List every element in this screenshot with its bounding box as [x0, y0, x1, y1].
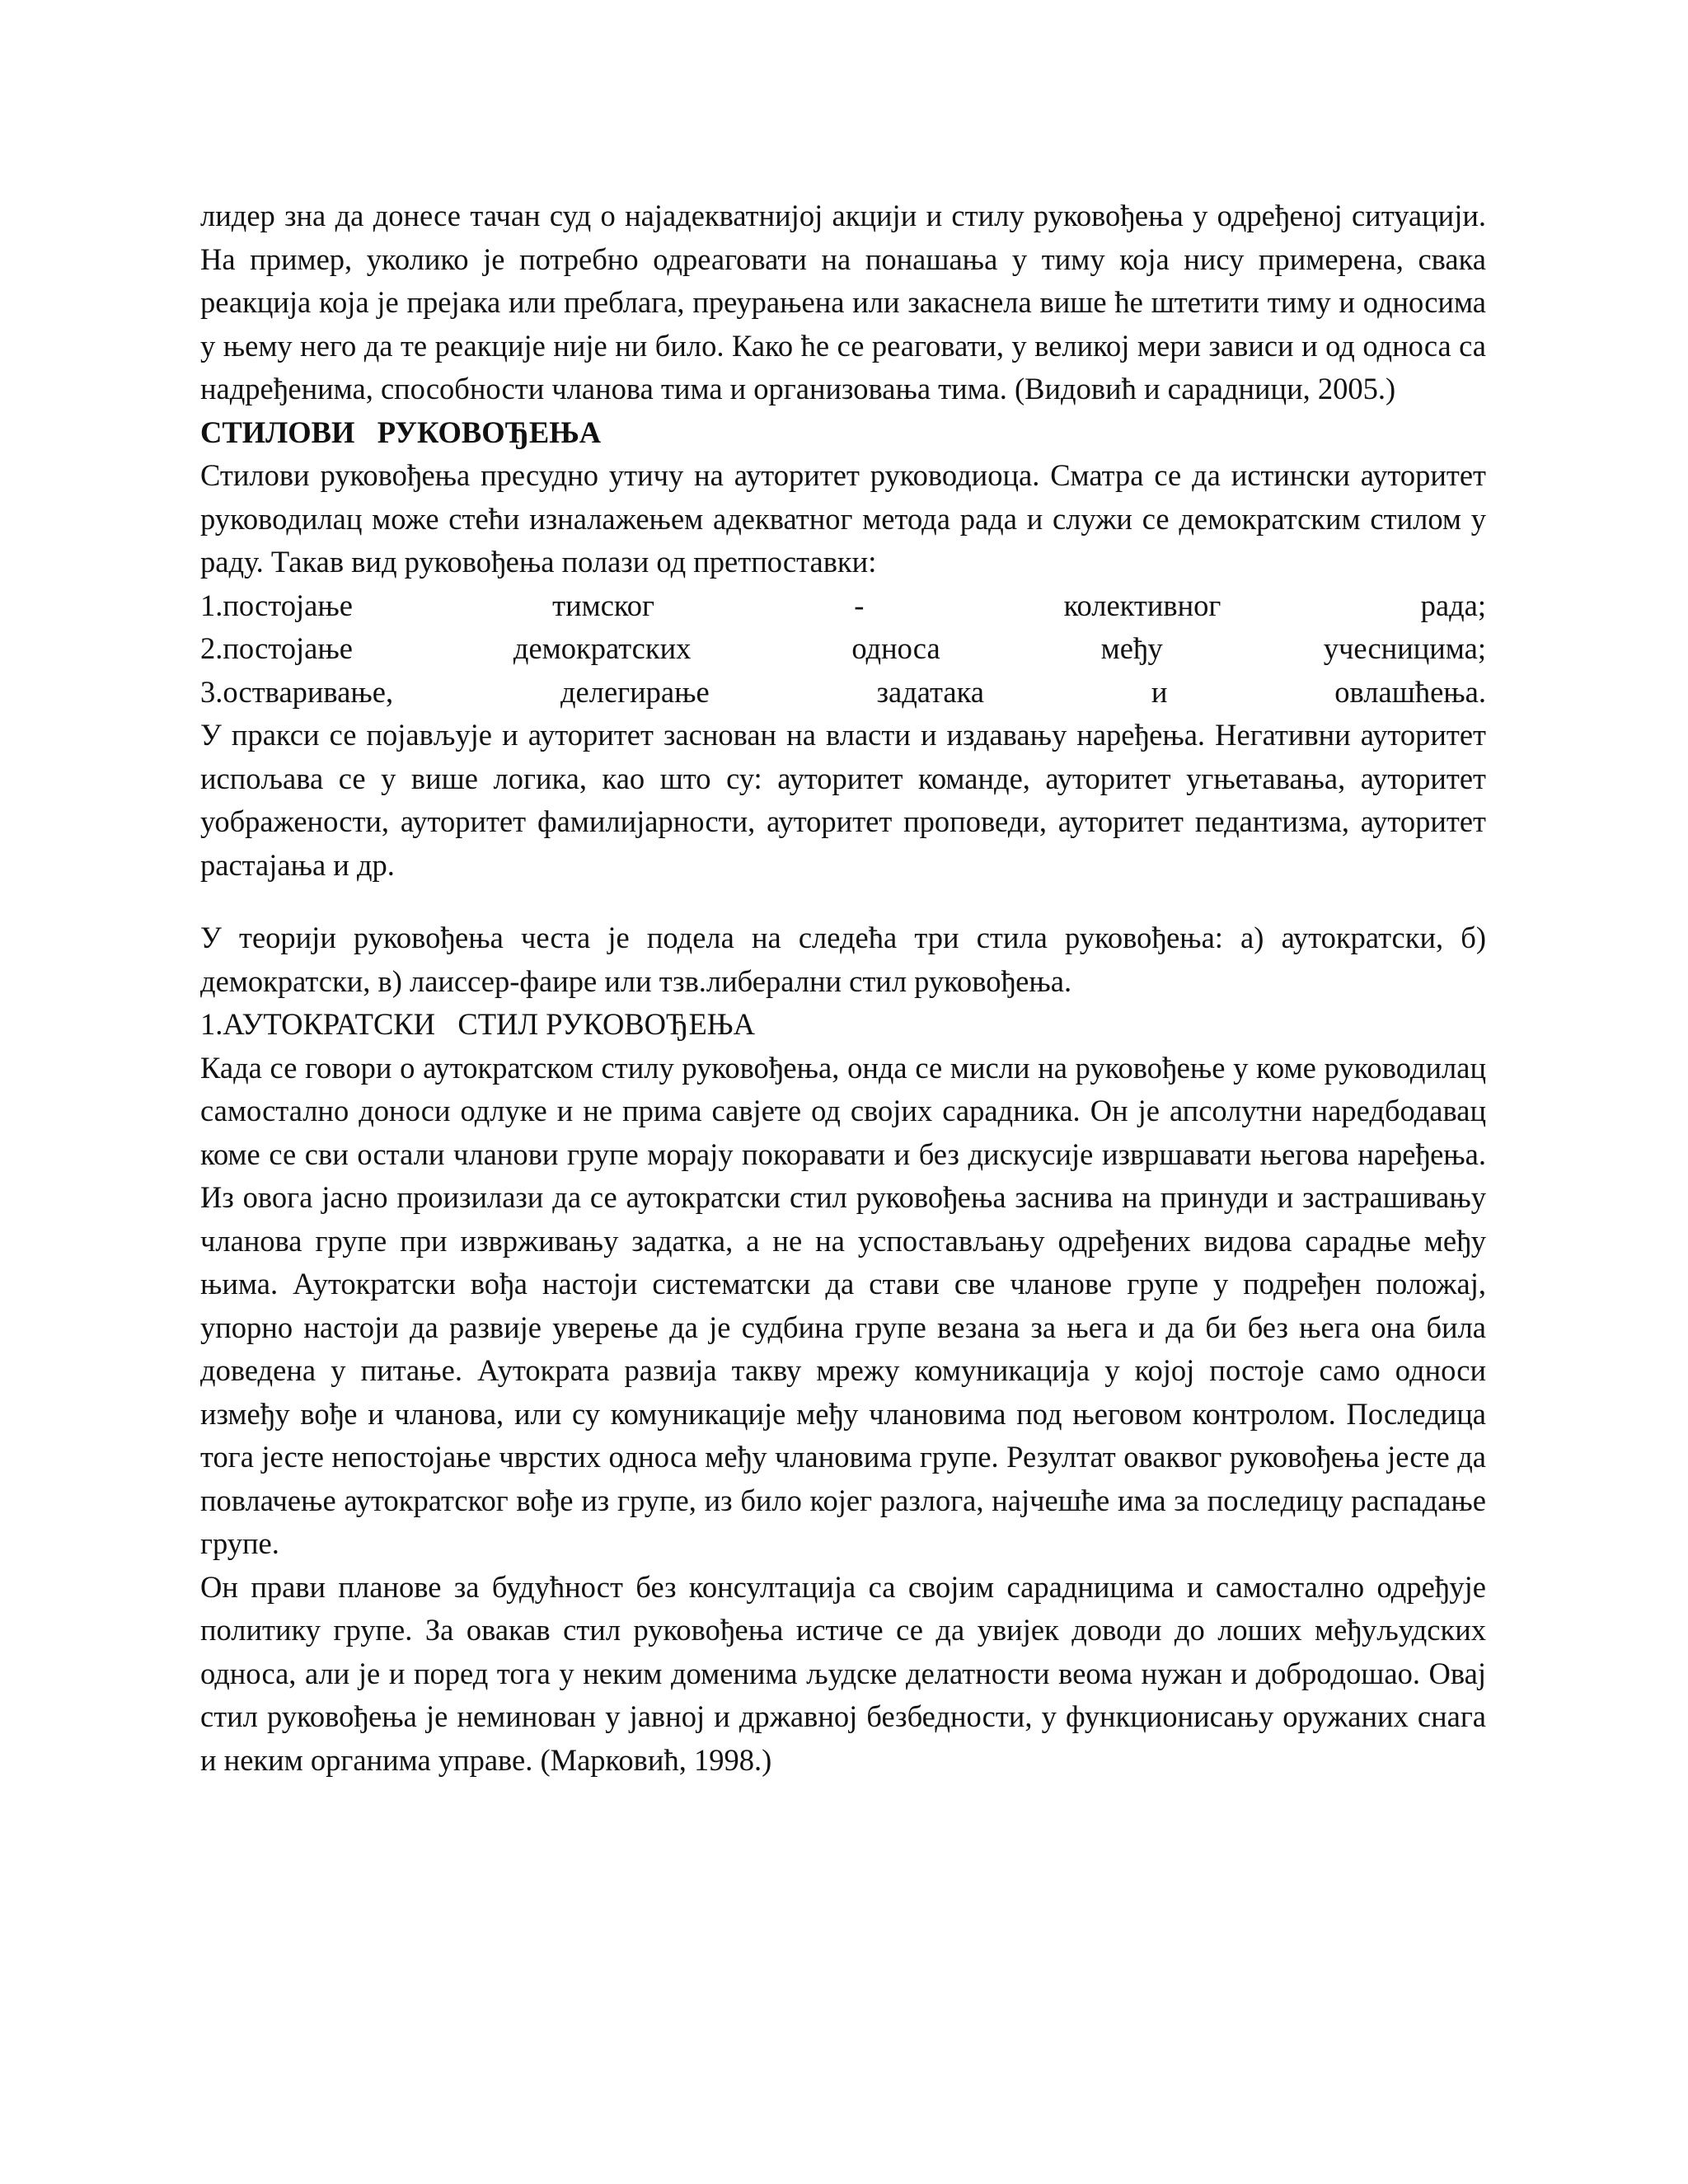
- theory-paragraph: У теорији руковођења честа је подела на следећа три стила руковођења: а) аутократски, б) демократски, в) лаиссер-фаире или тзв.либерални стил руковођења.: [200, 921, 1486, 998]
- intro-paragraph: лидер зна да донесе тачан суд о најадекватнијој акцији и стилу руковођења у одређеној ситуацији. На пример, уколико је потребно одреаговати на понашања у тиму која нису примерена, свака реакција која је прејака или преблага, преурањена или закаснела више ће штетити тиму и односима у њему него да те реакције није ни било. Како ће се реаговати, у великој мери зависи и од односа са надређенима, способности чланова тима и организовања тима. (Видовић и сарадници, 2005.): [200, 199, 1486, 405]
- section-heading: СТИЛОВИ РУКОВОЂЕЊА: [200, 415, 602, 449]
- list-item: 3.остваривање, делегирање задатака и овлашћења.: [200, 674, 1486, 709]
- planning-paragraph: Он прави планове за будућност без консултација са својим сарадницима и самостално одређује политику групе. За овакав стил руковођења истиче се да увијек доводи до лоших међуљудских односа, али је и поред тога у неким доменима људске делатности веома нужан и добродошао. Овај стил руковођења је неминован у јавној и државној безбедности, у функционисању оружаних снага и неким органима управе. (Марковић, 1998.): [200, 1569, 1486, 1777]
- list-item: 1.постојање тимског - колективног рада;: [200, 588, 1486, 622]
- document-body: [200, 194, 1486, 1782]
- styles-intro-paragraph: Стилови руковођења пресудно утичу на ауторитет руководиоца. Сматра се да истински ауторитет руководилац може стећи изналажењем адекватног метода рада и служи се демократским стилом у раду. Такав вид руковођења полази од претпоставки:: [200, 458, 1486, 579]
- authority-paragraph: У пракси се појављује и ауторитет заснован на власти и издавању наређења. Негативни ауторитет испољава се у више логика, као што су: ауторитет команде, ауторитет угњетавања, ауторитет уображености, ауторитет фамилијарности, ауторитет проповеди, ауторитет педантизма, ауторитет растајања и др.: [200, 718, 1486, 882]
- subsection-heading: 1.АУТОКРАТСКИ СТИЛ РУКОВОЂЕЊА: [200, 1007, 755, 1041]
- autocratic-paragraph: Када се говори о аутократском стилу руковођења, онда се мисли на руковођење у коме руководилац самостално доноси одлуке и не прима савјете од својих сарадника. Он је апсолутни наредбодавац коме се сви остали чланови групе морају покоравати и без дискусије извршавати његова наређења. Из овога јасно произилази да се аутократски стил руковођења заснива на принуди и застрашивању чланова групе при изврживању задатка, а не на успостављању одређених видова сарадње међу њима. Аутократски вођа настоји систематски да стави све чланове групе у подређен положај, упорно настоји да развије уверење да је судбина групе везана за њега и да би без њега она била доведена у питање. Аутократа развија такву мрежу комуникација у којој постоје само односи између вође и чланова, или су комуникације међу члановима под његовом контролом. Последица тога јесте непостојање чврстих односа међу члановима групе. Резултат оваквог руковођења јесте да повлачење аутократског вође из групе, из било којег разлога, најчешће има за последицу распадање групе.: [200, 1050, 1486, 1560]
- paragraph-spacer: [200, 887, 1486, 916]
- list-item: 2.постојање демократских односа међу учесницима;: [200, 631, 1486, 665]
